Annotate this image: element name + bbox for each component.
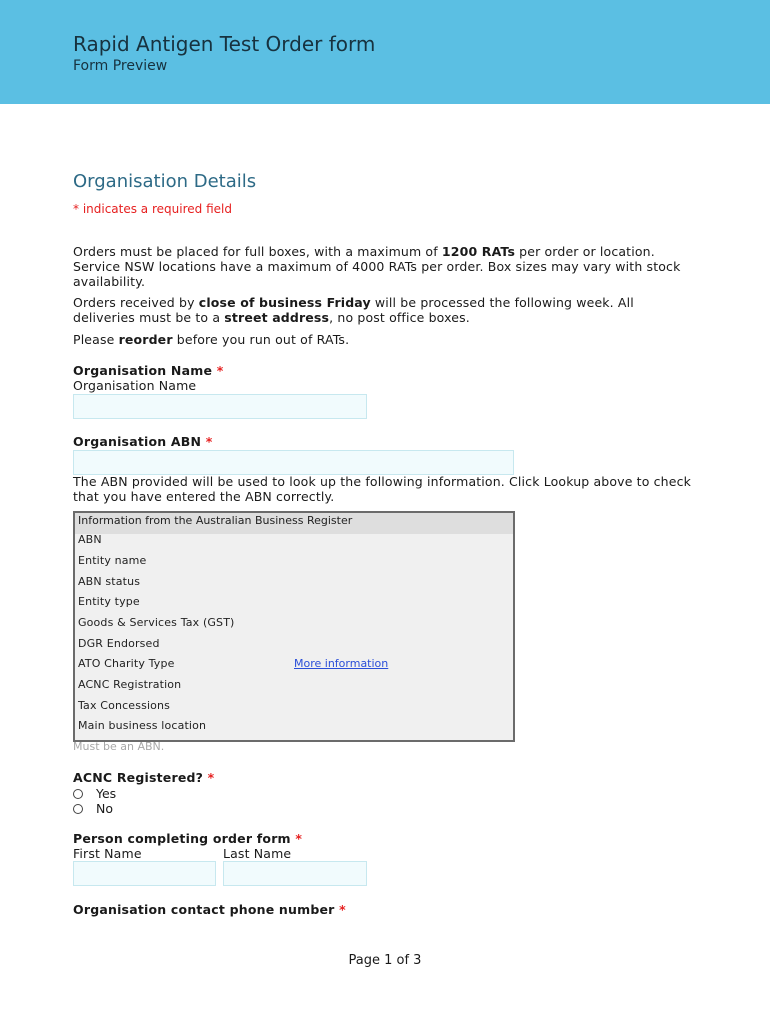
abn-hint: Must be an ABN. — [73, 740, 165, 753]
section-title: Organisation Details — [73, 171, 257, 192]
acnc-option-no[interactable]: No — [73, 801, 113, 816]
acnc-option-yes[interactable]: Yes — [73, 786, 116, 801]
form-subtitle: Form Preview — [73, 58, 168, 74]
abr-row-entity-type: Entity type — [78, 595, 140, 608]
org-name-label: Organisation Name * — [73, 363, 224, 378]
last-name-input[interactable] — [223, 861, 367, 886]
abr-row-gst: Goods & Services Tax (GST) — [78, 616, 235, 629]
acnc-registered-label: ACNC Registered? * — [73, 770, 215, 785]
intro-paragraph-2: Orders received by close of business Friday will be processed the following week. All deliveries must be to a street address, no post office boxes. — [73, 295, 634, 325]
abr-row-entity-name: Entity name — [78, 554, 147, 567]
abr-row-acnc-registration: ACNC Registration — [78, 678, 182, 691]
abr-info-panel — [73, 511, 515, 742]
abr-row-ato-charity-type: ATO Charity Type — [78, 657, 175, 670]
intro-paragraph-3: Please reorder before you run out of RATs. — [73, 332, 350, 347]
form-title: Rapid Antigen Test Order form — [73, 32, 376, 56]
intro-paragraph-1: Orders must be placed for full boxes, with a maximum of 1200 RATs per order or location. Service NSW locations have a maximum of 4000 RATs per order. Box sizes may vary with stock availability. — [73, 244, 681, 289]
last-name-label: Last Name — [223, 846, 292, 861]
radio-icon[interactable] — [73, 804, 83, 814]
form-header — [0, 0, 770, 104]
first-name-input[interactable] — [73, 861, 216, 886]
page-indicator: Page 1 of 3 — [348, 953, 422, 968]
radio-icon[interactable] — [73, 789, 83, 799]
org-abn-label: Organisation ABN * — [73, 434, 213, 449]
org-abn-help: The ABN provided will be used to look up the following information. Click Lookup above to check that you have entered the ABN correctly. — [73, 474, 692, 504]
abr-row-abn: ABN — [78, 533, 102, 546]
first-name-label: First Name — [73, 846, 142, 861]
org-abn-input[interactable] — [73, 450, 514, 475]
phone-number-label: Organisation contact phone number * — [73, 902, 346, 917]
abr-row-abn-status: ABN status — [78, 575, 141, 588]
abr-row-tax-concessions: Tax Concessions — [78, 699, 171, 712]
abr-row-dgr-endorsed: DGR Endorsed — [78, 637, 160, 650]
abr-row-main-business-location: Main business location — [78, 719, 207, 732]
required-field-note: * indicates a required field — [73, 202, 232, 216]
abr-panel-heading: Information from the Australian Business Register — [75, 513, 513, 534]
more-information-link[interactable]: More information — [294, 657, 389, 670]
org-name-input[interactable] — [73, 394, 367, 419]
person-completing-label: Person completing order form * — [73, 831, 303, 846]
org-name-sublabel: Organisation Name — [73, 378, 197, 393]
